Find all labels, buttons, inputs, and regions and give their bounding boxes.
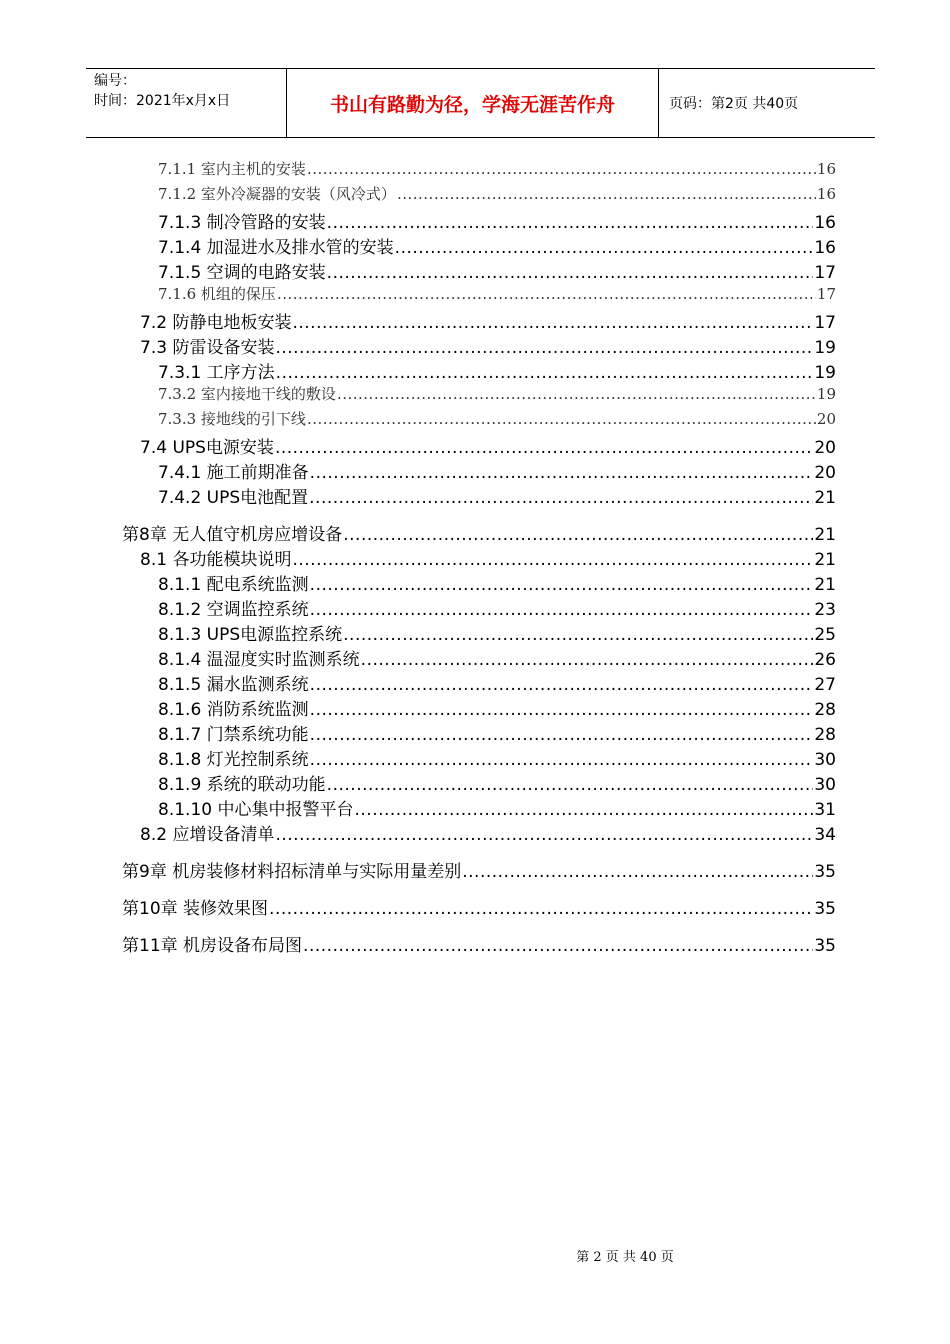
toc-entry-title: 7.1.2 室外冷凝器的安装（风冷式） (158, 185, 396, 203)
toc-entry-title: 8.1.10 中心集中报警平台 (158, 800, 354, 820)
toc-chapter-entry[interactable] (122, 857, 836, 882)
toc-entry[interactable] (122, 720, 836, 745)
toc-entry-title: 7.2 防静电地板安装 (140, 313, 292, 333)
toc-entry-title: 8.1.7 门禁系统功能 (158, 725, 309, 745)
toc-entry-title: 8.1.2 空调监控系统 (158, 600, 309, 620)
toc-entry-page: 17 (814, 313, 836, 333)
toc-entry[interactable] (122, 670, 836, 695)
toc-chapter-entry[interactable] (122, 894, 836, 919)
toc-entry-page: 21 (814, 525, 836, 545)
toc-entry[interactable] (122, 183, 836, 208)
toc-entry-page: 16 (816, 185, 836, 203)
toc-entry-page: 28 (814, 725, 836, 745)
toc-entry-title: 7.4.2 UPS电池配置 (158, 488, 309, 508)
toc-entry-page: 35 (814, 862, 836, 882)
toc-entry[interactable] (122, 408, 836, 433)
toc-entry[interactable] (122, 595, 836, 620)
toc-entry-page: 28 (814, 700, 836, 720)
toc-entry[interactable] (122, 308, 836, 333)
toc-entry[interactable] (122, 258, 836, 283)
toc-entry[interactable] (122, 333, 836, 358)
toc-entry-page: 20 (814, 438, 836, 458)
toc-entry-title: 8.1.4 温湿度实时监测系统 (158, 650, 360, 670)
toc-entry-page: 19 (814, 363, 836, 383)
header-motto: 书山有路勤为径，学海无涯苦作舟 (286, 69, 659, 137)
toc-entry-title: 7.1.3 制冷管路的安装 (158, 213, 326, 233)
toc-entry-page: 17 (814, 263, 836, 283)
toc-entry[interactable] (122, 570, 836, 595)
toc-entry[interactable] (122, 433, 836, 458)
toc-entry-page: 25 (814, 625, 836, 645)
toc-entry[interactable] (122, 458, 836, 483)
toc-entry-page: 35 (814, 936, 836, 956)
toc-entry-title: 7.4 UPS电源安装 (140, 438, 274, 458)
toc-entry-title: 7.4.1 施工前期准备 (158, 463, 309, 483)
toc-entry-page: 23 (814, 600, 836, 620)
toc-chapter-entry[interactable] (122, 931, 836, 956)
toc-entry[interactable] (122, 620, 836, 645)
toc-entry[interactable] (122, 283, 836, 308)
toc-entry-page: 30 (814, 775, 836, 795)
toc-entry-title: 7.3.1 工序方法 (158, 363, 275, 383)
toc-entry-title: 7.1.1 室内主机的安装 (158, 160, 306, 178)
document-time-label: 时间：2021年x月x日 (94, 93, 231, 109)
header-meta (86, 69, 286, 137)
page-header (86, 68, 875, 138)
toc-chapter-entry[interactable] (122, 520, 836, 545)
toc-entry[interactable] (122, 233, 836, 258)
toc-entry-page: 20 (814, 463, 836, 483)
toc-entry-title: 7.3.2 室内接地干线的敷设 (158, 385, 336, 403)
toc-entry[interactable] (122, 695, 836, 720)
toc-entry[interactable] (122, 545, 836, 570)
toc-entry-title: 8.1.5 漏水监测系统 (158, 675, 309, 695)
toc-entry-title: 第8章 无人值守机房应增设备 (122, 525, 343, 545)
header-page-label: 页码：第2页 共40页 (669, 96, 799, 112)
toc-entry-title: 7.3 防雷设备安装 (140, 338, 275, 358)
toc-entry-page: 35 (814, 899, 836, 919)
page-footer: 第 2 页 共 40 页 (576, 1250, 674, 1265)
toc-entry-title: 8.1.9 系统的联动功能 (158, 775, 326, 795)
toc-entry-title: 7.1.6 机组的保压 (158, 285, 276, 303)
toc-entry-title: 第9章 机房装修材料招标清单与实际用量差别 (122, 862, 462, 882)
toc-entry-title: 8.1.3 UPS电源监控系统 (158, 625, 343, 645)
toc-entry-page: 16 (814, 238, 836, 258)
toc-entry[interactable] (122, 820, 836, 845)
toc-entry-title: 7.3.3 接地线的引下线 (158, 410, 306, 428)
toc-entry-page: 31 (814, 800, 836, 820)
toc-entry-page: 21 (814, 550, 836, 570)
toc-entry-page: 17 (816, 285, 836, 303)
toc-entry-title: 7.1.4 加湿进水及排水管的安装 (158, 238, 394, 258)
toc-entry-page: 26 (814, 650, 836, 670)
toc-entry-title: 第10章 装修效果图 (122, 899, 269, 919)
toc-entry-title: 7.1.5 空调的电路安装 (158, 263, 326, 283)
toc-entry-page: 19 (814, 338, 836, 358)
toc-entry-page: 21 (814, 575, 836, 595)
toc-entry-title: 第11章 机房设备布局图 (122, 936, 303, 956)
toc-entry[interactable] (122, 208, 836, 233)
table-of-contents (122, 158, 836, 956)
toc-entry[interactable] (122, 645, 836, 670)
toc-entry-title: 8.2 应增设备清单 (140, 825, 275, 845)
toc-entry-page: 16 (816, 160, 836, 178)
toc-entry[interactable] (122, 770, 836, 795)
toc-entry-page: 21 (814, 488, 836, 508)
document-number-label: 编号： (94, 73, 136, 89)
toc-entry-page: 27 (814, 675, 836, 695)
toc-entry-page: 20 (816, 410, 836, 428)
toc-entry-page: 16 (814, 213, 836, 233)
toc-entry[interactable] (122, 158, 836, 183)
toc-entry-title: 8.1.6 消防系统监测 (158, 700, 309, 720)
toc-entry[interactable] (122, 483, 836, 508)
toc-entry[interactable] (122, 745, 836, 770)
toc-entry-title: 8.1.8 灯光控制系统 (158, 750, 309, 770)
toc-entry-page: 19 (816, 385, 836, 403)
toc-entry[interactable] (122, 795, 836, 820)
toc-entry-title: 8.1.1 配电系统监测 (158, 575, 309, 595)
toc-entry-title: 8.1 各功能模块说明 (140, 550, 292, 570)
toc-entry[interactable] (122, 358, 836, 383)
toc-entry-page: 30 (814, 750, 836, 770)
toc-entry-page: 34 (814, 825, 836, 845)
toc-entry[interactable] (122, 383, 836, 408)
